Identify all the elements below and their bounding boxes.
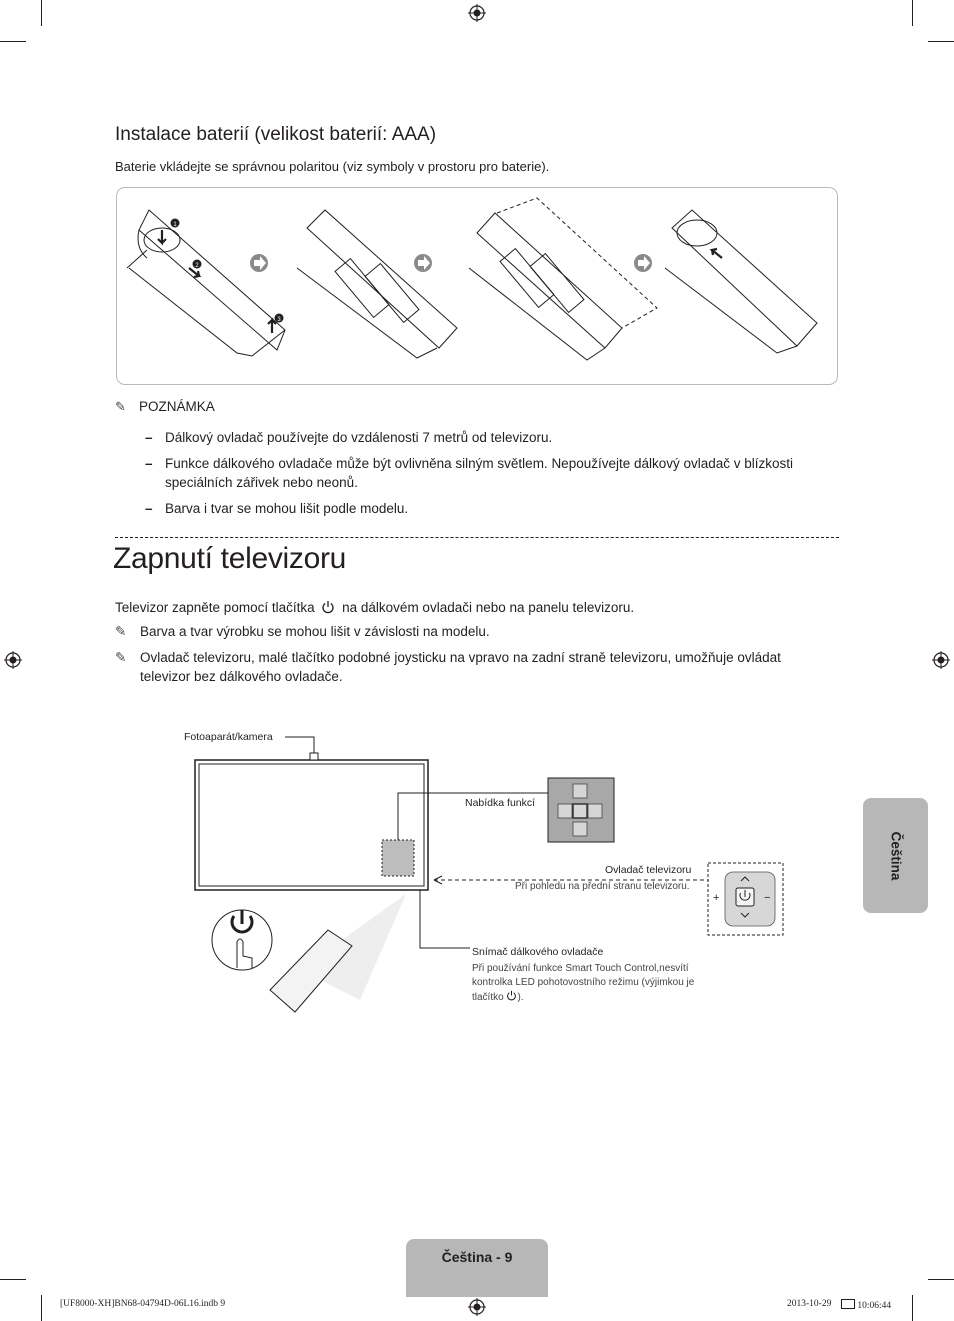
battery-steps-drawing xyxy=(117,188,837,384)
volume-plus-label: + xyxy=(713,892,720,904)
registration-mark-icon xyxy=(932,651,950,669)
dash-bullet: – xyxy=(145,430,153,445)
note-heading-text: POZNÁMKA xyxy=(139,399,215,414)
note-item-text: Funkce dálkového ovladače může být ovlivněna silným světlem. Nepoužívejte dálkový ovladač v blízkosti speciálních zářivek nebo neonů. xyxy=(165,456,794,490)
power-on-paragraph xyxy=(115,598,634,617)
crop-mark xyxy=(928,41,954,42)
sensor-desc-line: kontrolka LED pohotovostního režimu (výjimkou je xyxy=(472,977,695,988)
power-on-note-text: Barva a tvar výrobku se mohou lišit v závislosti na modelu. xyxy=(140,624,490,639)
next-step-arrow-icon xyxy=(250,254,268,272)
pencil-note-icon: ✎ xyxy=(115,399,126,414)
power-icon xyxy=(321,600,335,614)
section-title: Instalace baterií (velikost baterií: AAA) xyxy=(115,124,437,145)
pencil-note-icon: ✎ xyxy=(115,624,127,639)
clock-glyph-icon xyxy=(841,1299,855,1309)
remote-sensor-description xyxy=(472,962,722,1005)
page-number-tab xyxy=(406,1239,548,1297)
note-item-text: Dálkový ovladač používejte do vzdálenosti 7 metrů od televizoru. xyxy=(165,430,553,445)
step-marker: 3 xyxy=(277,317,281,323)
footer-file: [UF8000-XH]BN68-04794D-06L16.indb 9 xyxy=(60,1299,226,1309)
page-number-label: Čeština - 9 xyxy=(441,1249,513,1265)
function-menu-label: Nabídka funkcí xyxy=(465,797,536,809)
crop-mark xyxy=(0,41,26,42)
camera-label: Fotoaparát/kamera xyxy=(184,731,273,743)
pencil-note-icon: ✎ xyxy=(115,650,127,665)
dash-bullet: – xyxy=(145,501,153,516)
next-step-arrow-icon xyxy=(414,254,432,272)
registration-mark-icon xyxy=(4,651,22,669)
tv-controller-sublabel: Při pohledu na přední stranu televizoru. xyxy=(515,881,690,892)
page-title: Zapnutí televizoru xyxy=(113,542,347,575)
crop-mark xyxy=(0,1279,26,1280)
battery-install-illustration xyxy=(116,187,838,385)
paragraph-text: Televizor zapněte pomocí tlačítka xyxy=(115,600,315,615)
power-on-note-text: Ovladač televizoru, malé tlačítko podobné joysticku na vpravo na zadní straně televizoru, umožňuje ovládat televizor bez dálkového ovladače. xyxy=(140,650,781,684)
volume-minus-label: − xyxy=(764,892,771,904)
section-divider xyxy=(115,537,839,538)
section-intro: Baterie vkládejte se správnou polaritou (viz symboly v prostoru pro baterie). xyxy=(115,159,550,174)
footer-time: 10:06:44 xyxy=(857,1301,892,1311)
language-side-tab xyxy=(863,798,928,913)
crop-mark xyxy=(41,0,42,26)
language-side-tab-label: Čeština xyxy=(888,831,903,880)
crop-mark xyxy=(41,1295,42,1321)
step-marker: 2 xyxy=(195,263,199,269)
registration-mark-icon xyxy=(468,1298,486,1316)
tv-controller-label: Ovladač televizoru xyxy=(605,864,692,876)
sensor-desc-text: tlačítko xyxy=(472,992,504,1003)
crop-mark xyxy=(912,0,913,26)
crop-mark xyxy=(912,1295,913,1321)
power-icon xyxy=(506,990,517,1001)
next-step-arrow-icon xyxy=(634,254,652,272)
note-heading xyxy=(115,399,215,415)
footer-date: 2013-10-29 xyxy=(787,1299,832,1309)
hand-pressing-power-icon xyxy=(232,910,252,968)
dash-bullet: – xyxy=(145,456,153,471)
note-item-text: Barva i tvar se mohou lišit podle modelu. xyxy=(165,501,409,516)
crop-mark xyxy=(928,1279,954,1280)
tv-controls-diagram xyxy=(180,720,800,1020)
sensor-desc-line: Při používání funkce Smart Touch Control,nesvítí xyxy=(472,963,689,974)
paragraph-text: na dálkovém ovladači nebo na panelu televizoru. xyxy=(342,600,635,615)
sensor-desc-text: ). xyxy=(517,992,524,1003)
registration-mark-icon xyxy=(468,4,486,22)
sensor-desc-line xyxy=(472,990,722,1005)
step-marker: 1 xyxy=(173,222,177,228)
footer-time-block xyxy=(841,1299,891,1311)
remote-sensor-label: Snímač dálkového ovladače xyxy=(472,946,604,958)
